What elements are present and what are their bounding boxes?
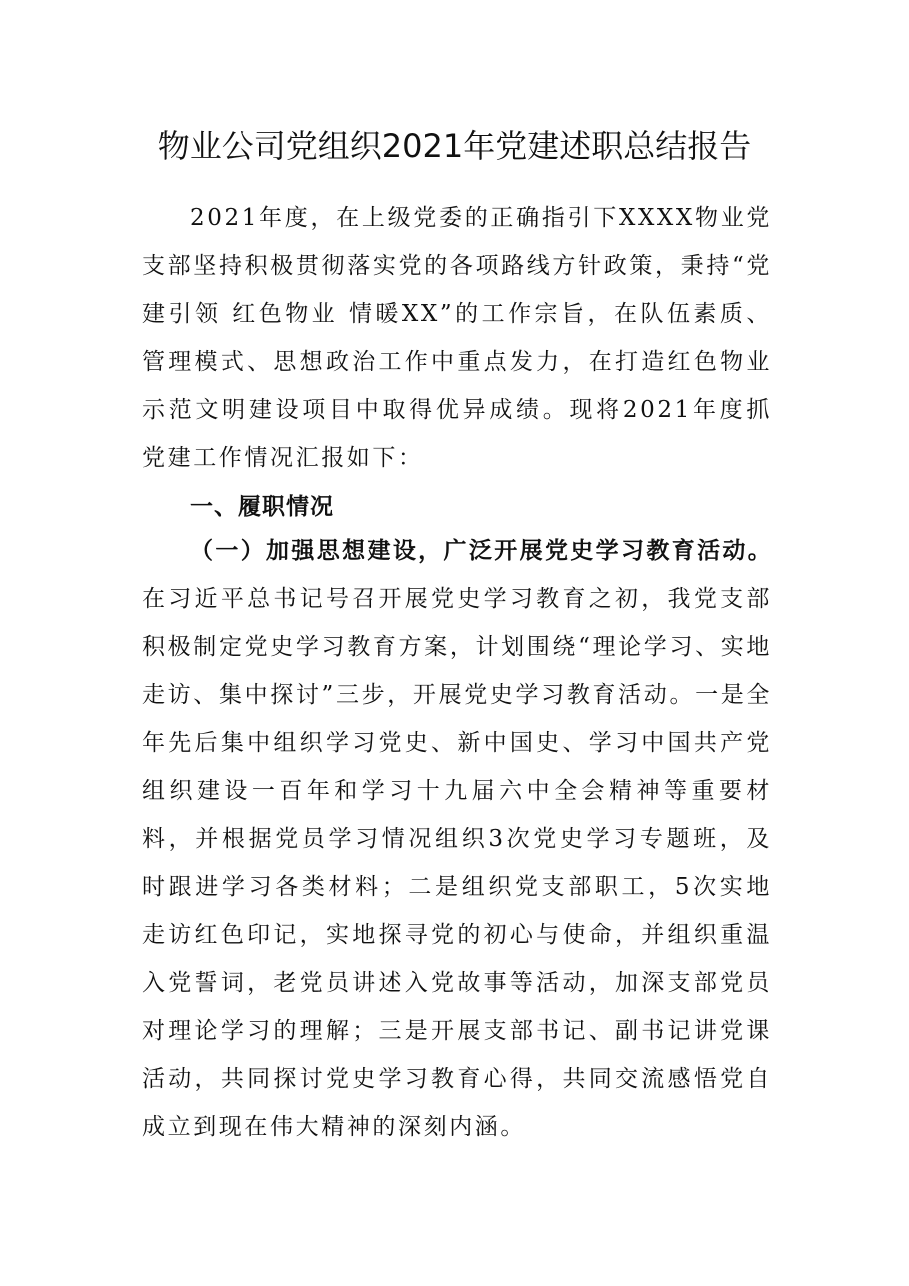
subsection-body: 在习近平总书记号召开展党史学习教育之初，我党支部积极制定党史学习教育方案，计划围绕“理论学习、实地走访、集中探讨”三步，开展党史学习教育活动。一是全年先后集中组织学习党史、新中国史、学习中国共产党组织建设一百年和学习十九届六中全会精神等重要材料，并根据党员学习情况组织3次党史学习专题班，及时跟进学习各类材料；二是组织党支部职工，5次实地走访红色印记，实地探寻党的初心与使命，并组织重温入党誓词，老党员讲述入党故事等活动，加深支部党员对理论学习的理解；三是开展支部书记、副书记讲党课活动，共同探讨党史学习教育心得，共同交流感悟党自成立到现在伟大精神的深刻内涵。 [142, 586, 772, 1140]
subsection-heading: （一）加强思想建设，广泛开展党史学习教育活动。 [190, 537, 772, 564]
document-title: 物业公司党组织2021年党建述职总结报告 [157, 127, 752, 165]
section-heading: 一、履职情况 [190, 493, 334, 520]
intro-paragraph: 2021年度，在上级党委的正确指引下XXXX物业党支部坚持积极贯彻落实党的各项路线方针政策，秉持“党建引领 红色物业 情暖XX”的工作宗旨，在队伍素质、管理模式、思想政治工作中重点发力，在打造红色物业示范文明建设项目中取得优异成绩。现将2021年度抓党建工作情况汇报如下： [142, 205, 772, 471]
subsection-paragraph [142, 527, 772, 1151]
